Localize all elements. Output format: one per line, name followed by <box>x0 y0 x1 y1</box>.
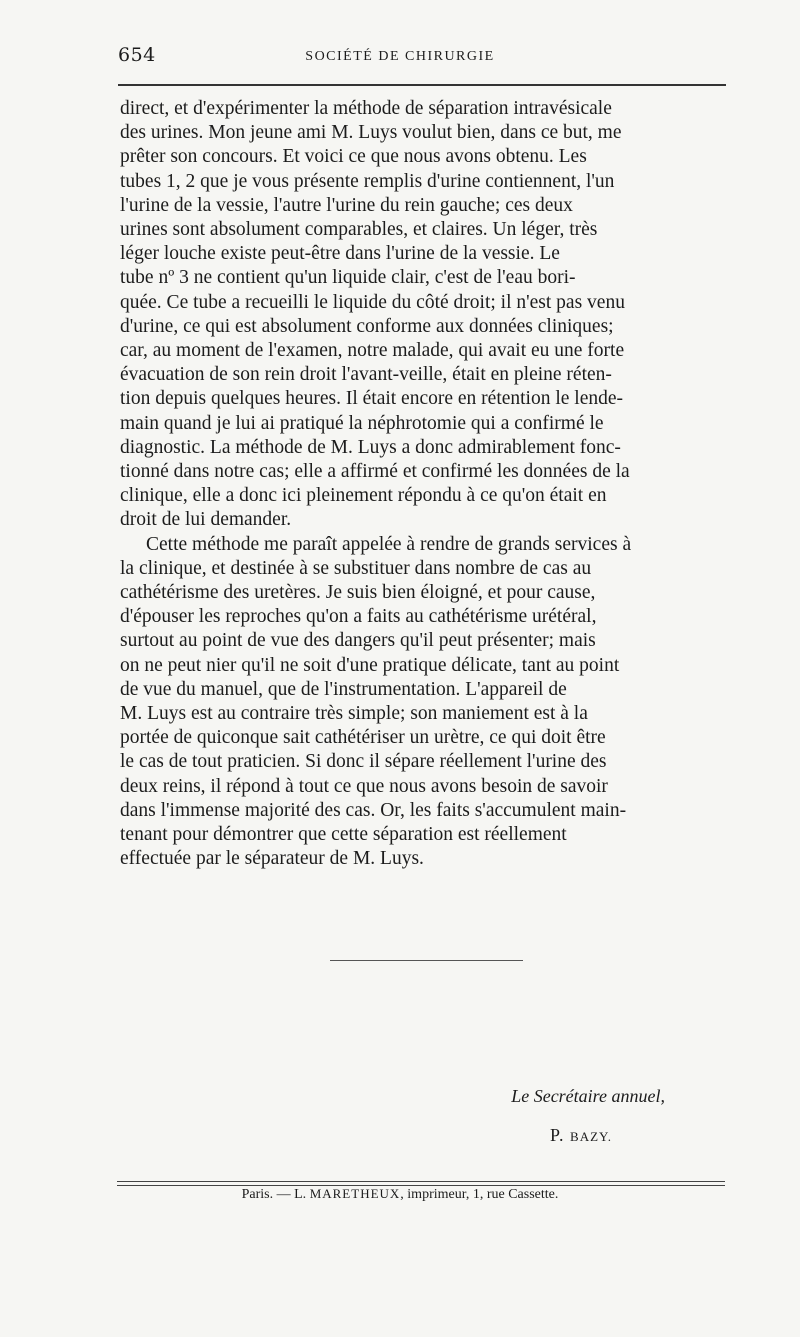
text-line: d'urine, ce qui est absolument conforme aux données cliniques; <box>120 315 614 337</box>
header-rule <box>118 84 726 86</box>
body-text <box>120 97 728 872</box>
text-line: tion depuis quelques heures. Il était encore en rétention le lende- <box>120 388 624 410</box>
text-line: M. Luys est au contraire très simple; son maniement est à la <box>120 703 588 725</box>
text-line: urines sont absolument comparables, et claires. Un léger, très <box>120 219 598 241</box>
text-line: évacuation de son rein droit l'avant-veille, était en pleine réten- <box>120 364 612 386</box>
imprint-city: Paris. — L. <box>241 1187 310 1202</box>
text-line: portée de quiconque sait cathétériser un urètre, ce qui doit être <box>120 727 606 749</box>
text-line: Cette méthode me paraît appelée à rendre de grands services à <box>146 533 632 555</box>
text-line: le cas de tout praticien. Si donc il sépare réellement l'urine des <box>120 751 607 773</box>
text-line: direct, et d'expérimenter la méthode de séparation intravésicale <box>120 98 612 119</box>
paragraph-2 <box>120 533 728 872</box>
text-line: car, au moment de l'examen, notre malade, qui avait eu une forte <box>120 340 625 362</box>
imprint-rest: , imprimeur, 1, rue Cassette. <box>400 1187 559 1202</box>
text-line: tionné dans notre cas; elle a affirmé et confirmé les données de la <box>120 461 630 483</box>
signature-name <box>550 1125 612 1146</box>
paragraph-1 <box>120 97 728 533</box>
text-line: surtout au point de vue des dangers qu'il peut présenter; mais <box>120 630 596 652</box>
text-line: deux reins, il répond à tout ce que nous avons besoin de savoir <box>120 775 608 797</box>
signature-surname: BAZY. <box>570 1129 612 1144</box>
text-line: effectuée par le séparateur de M. Luys. <box>120 848 424 870</box>
text-line: l'urine de la vessie, l'autre l'urine du rein gauche; ces deux <box>120 194 573 216</box>
imprint-printer: MARETHEUX <box>309 1186 401 1201</box>
text-line: main quand je lui ai pratiqué la néphrotomie qui a confirmé le <box>120 412 604 434</box>
text-line: quée. Ce tube a recueilli le liquide du côté droit; il n'est pas venu <box>120 291 625 313</box>
text-line: de vue du manuel, que de l'instrumentation. L'appareil de <box>120 678 567 700</box>
text-line: tube nº 3 ne contient qu'un liquide clair, c'est de l'eau bori- <box>120 267 576 289</box>
text-line: clinique, elle a donc ici pleinement répondu à ce qu'on était en <box>120 485 607 507</box>
section-end-rule <box>330 960 523 961</box>
footer-rule <box>117 1181 725 1182</box>
text-line: cathétérisme des uretères. Je suis bien éloigné, et pour cause, <box>120 582 596 604</box>
running-head: SOCIÉTÉ DE CHIRURGIE <box>305 49 495 64</box>
signature-initial: P. <box>550 1125 571 1145</box>
page-number: 654 <box>118 44 156 66</box>
text-line: léger louche existe peut-être dans l'urine de la vessie. Le <box>120 243 560 265</box>
text-line: on ne peut nier qu'il ne soit d'une pratique délicate, tant au point <box>120 654 620 676</box>
text-line: tubes 1, 2 que je vous présente remplis d'urine contiennent, l'un <box>120 170 615 192</box>
text-line: prêter son concours. Et voici ce que nous avons obtenu. Les <box>120 146 587 168</box>
text-line: droit de lui demander. <box>120 509 292 531</box>
text-line: dans l'immense majorité des cas. Or, les faits s'accumulent main- <box>120 799 627 821</box>
printer-imprint <box>0 1186 800 1203</box>
text-line: diagnostic. La méthode de M. Luys a donc admirablement fonc- <box>120 436 621 458</box>
text-line: d'épouser les reproches qu'on a faits au cathétérisme urétéral, <box>120 606 597 628</box>
text-line: des urines. Mon jeune ami M. Luys voulut bien, dans ce but, me <box>120 122 622 144</box>
text-line: la clinique, et destinée à se substituer dans nombre de cas au <box>120 557 592 579</box>
text-line: tenant pour démontrer que cette séparation est réellement <box>120 824 567 846</box>
signature-title: Le Secrétaire annuel, <box>511 1086 665 1106</box>
